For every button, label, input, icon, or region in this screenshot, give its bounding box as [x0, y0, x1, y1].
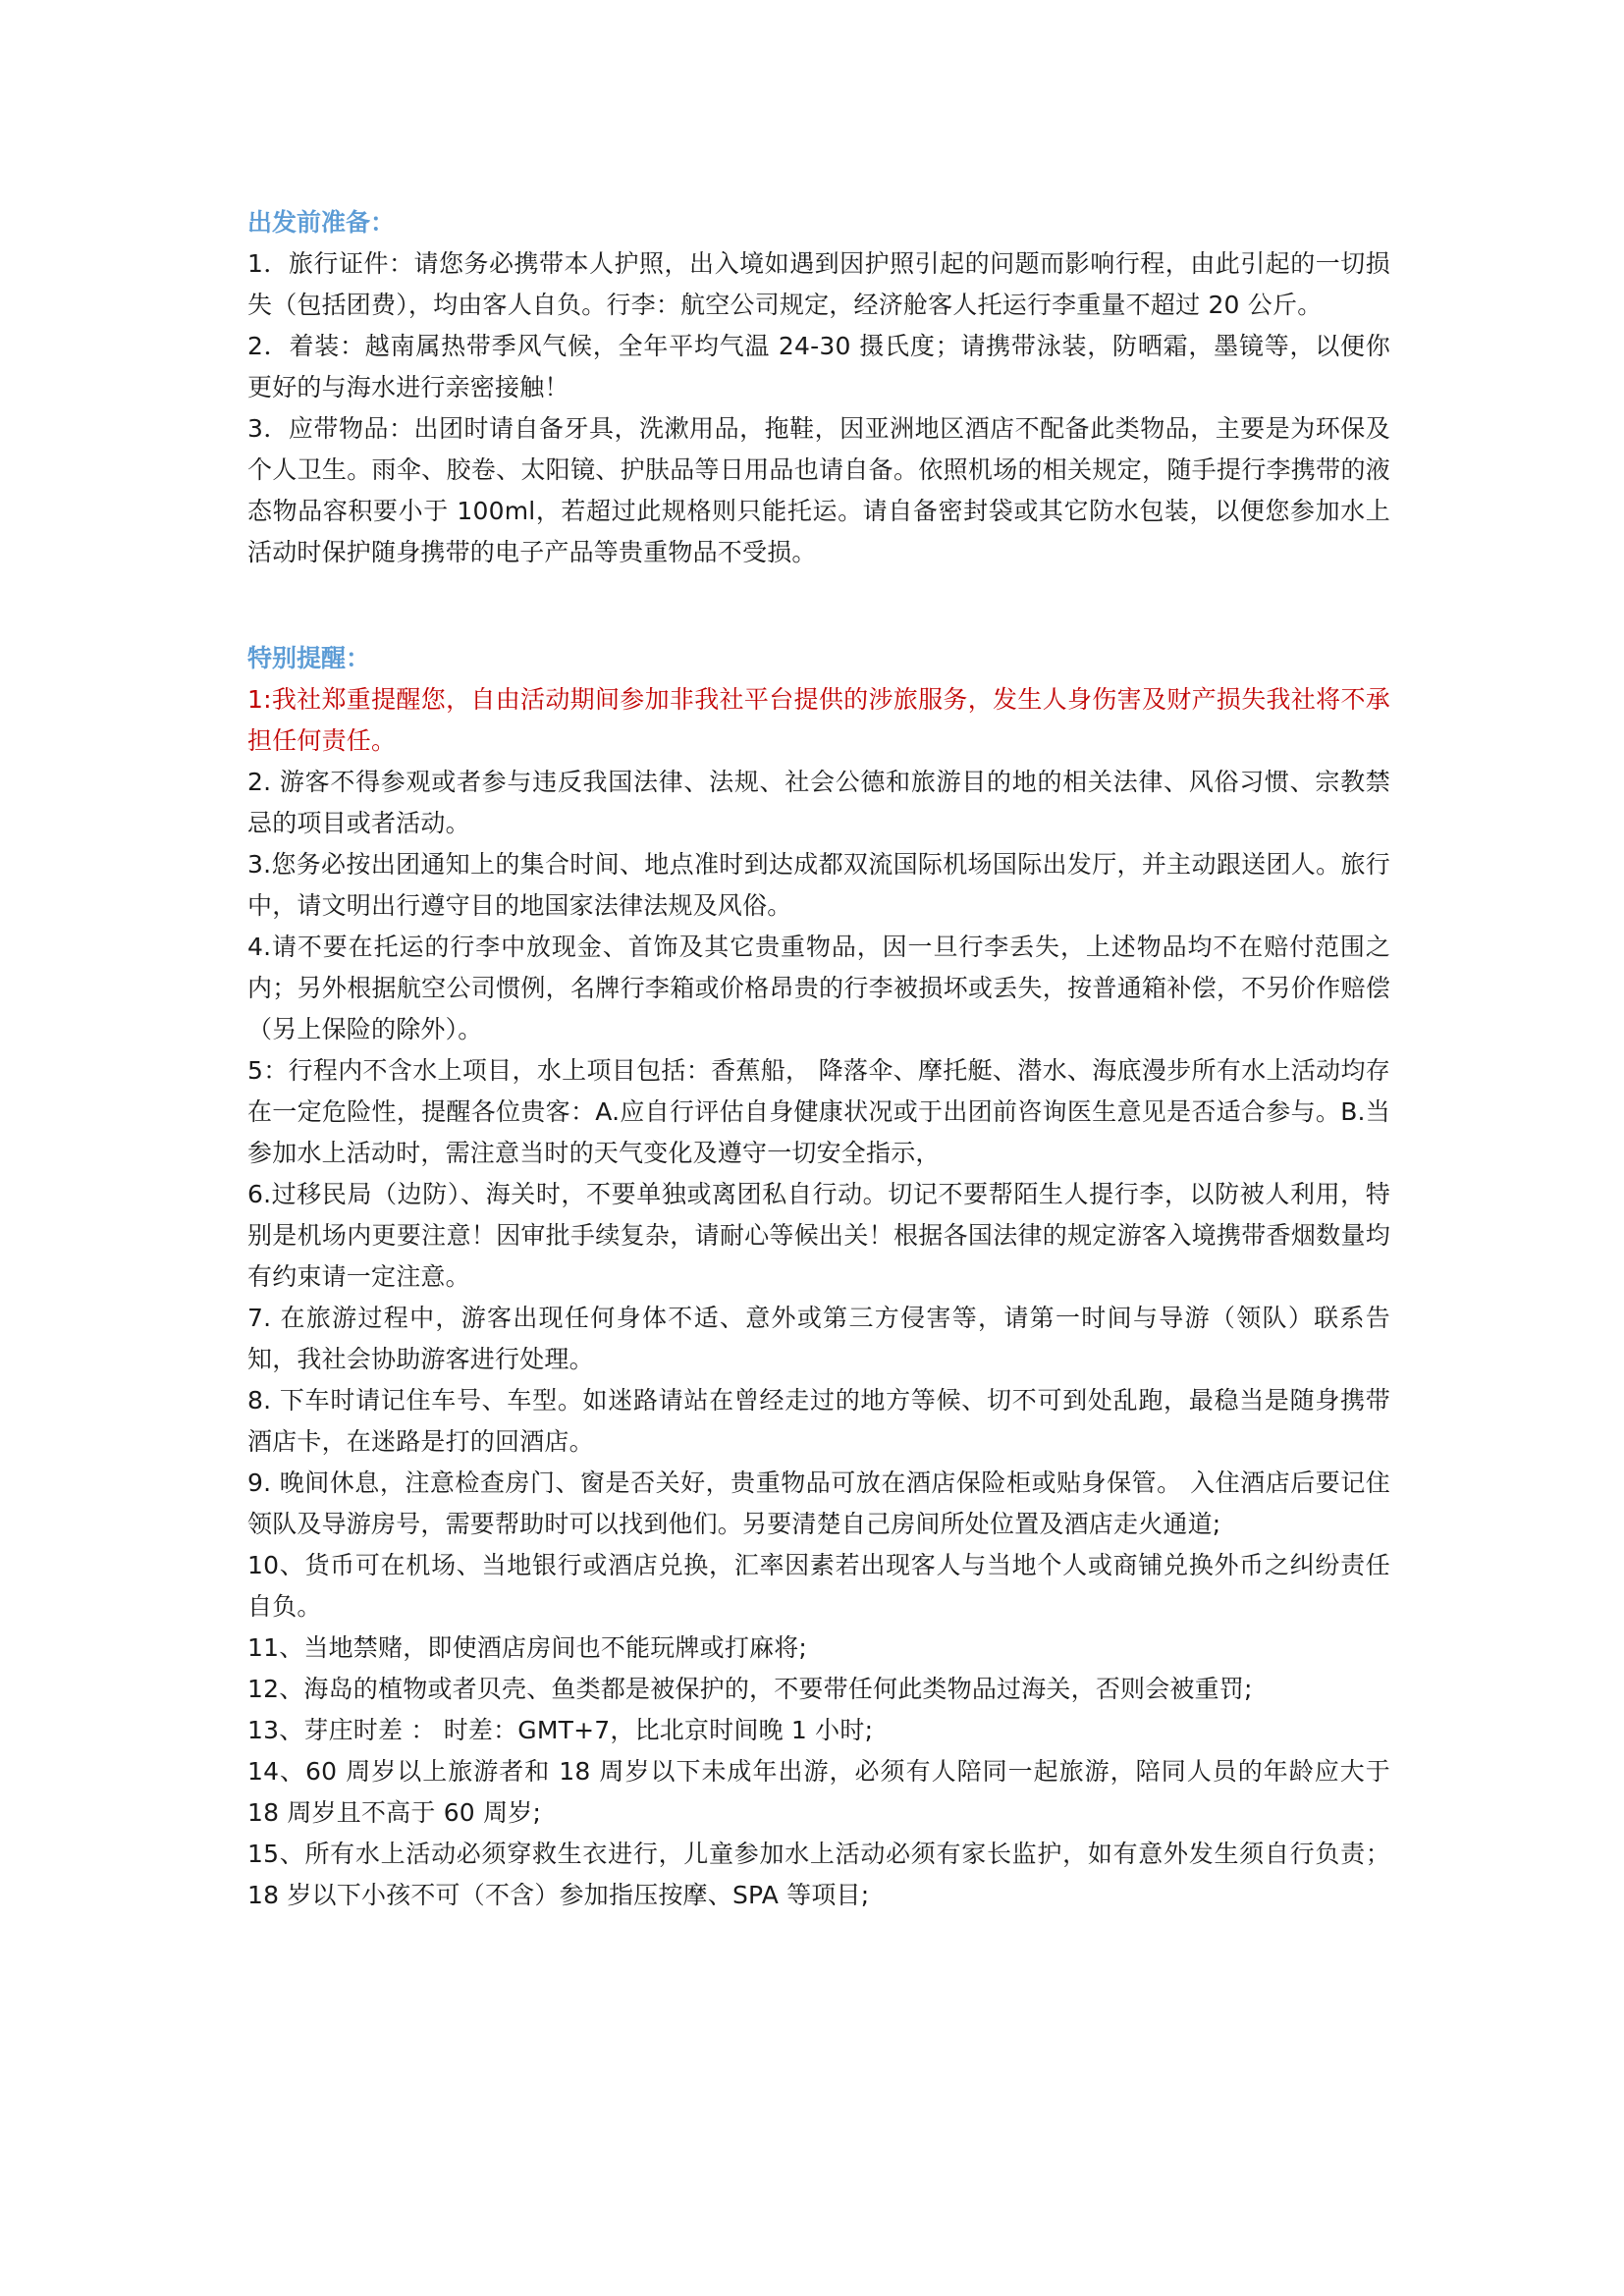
- reminder-item-5: 5：行程内不含水上项目，水上项目包括：香蕉船， 降落伞、摩托艇、潜水、海底漫步所有水上活动均存在一定危险性，提醒各位贵客：A.应自行评估自身健康状况或于出团前咨询医生意见是否适合参与。B.当参加水上活动时，需注意当时的天气变化及遵守一切安全指示，: [247, 1056, 1390, 1167]
- reminder-item-15: 15、所有水上活动必须穿救生衣进行，儿童参加水上活动必须有家长监护，如有意外发生须自行负责；18 岁以下小孩不可（不含）参加指压按摩、SPA 等项目;: [247, 1840, 1390, 1909]
- prep-item-2: 2．着装：越南属热带季风气候，全年平均气温 24-30 摄氏度；请携带泳装，防晒霜，墨镜等，以便你更好的与海水进行亲密接触！: [247, 332, 1390, 401]
- reminder-item-7: 7. 在旅游过程中，游客出现任何身体不适、意外或第三方侵害等，请第一时间与导游（领队）联系告知，我社会协助游客进行处理。: [247, 1304, 1390, 1373]
- reminder-item-3: 3.您务必按出团通知上的集合时间、地点准时到达成都双流国际机场国际出发厅，并主动跟送团人。旅行中，请文明出行遵守目的地国家法律法规及风俗。: [247, 850, 1390, 920]
- reminder-item-2: 2. 游客不得参观或者参与违反我国法律、法规、社会公德和旅游目的地的相关法律、风俗习惯、宗教禁忌的项目或者活动。: [247, 768, 1390, 837]
- reminder-item-10: 10、货币可在机场、当地银行或酒店兑换，汇率因素若出现客人与当地个人或商铺兑换外币之纠纷责任自负。: [247, 1551, 1390, 1621]
- reminder-item-9: 9. 晚间休息，注意检查房门、窗是否关好，贵重物品可放在酒店保险柜或贴身保管。 入住酒店后要记住领队及导游房号，需要帮助时可以找到他们。另要清楚自己房间所处位置及酒店走火通道;: [247, 1468, 1390, 1538]
- reminder-item-14: 14、60 周岁以上旅游者和 18 周岁以下未成年出游，必须有人陪同一起旅游，陪同人员的年龄应大于 18 周岁且不高于 60 周岁;: [247, 1757, 1390, 1827]
- document-page: [247, 202, 1390, 1916]
- reminder-item-6: 6.过移民局（边防）、海关时，不要单独或离团私自行动。切记不要帮陌生人提行李，以防被人利用，特别是机场内更要注意！因审批手续复杂，请耐心等候出关！根据各国法律的规定游客入境携带香烟数量均有约束请一定注意。: [247, 1180, 1390, 1291]
- reminder-item-13: 13、芽庄时差 ： 时差：GMT+7，比北京时间晚 1 小时;: [247, 1716, 874, 1744]
- reminder-item-12: 12、海岛的植物或者贝壳、鱼类都是被保护的，不要带任何此类物品过海关，否则会被重罚;: [247, 1675, 1253, 1703]
- section-spacer: [247, 573, 1390, 638]
- prep-item-3: 3．应带物品：出团时请自备牙具，洗漱用品，拖鞋，因亚洲地区酒店不配备此类物品，主要是为环保及个人卫生。雨伞、胶卷、太阳镜、护肤品等日用品也请自备。依照机场的相关规定，随手提行李携带的液态物品容积要小于 100ml，若超过此规格则只能托运。请自备密封袋或其它防水包装，以便您参加水上活动时保护随身携带的电子产品等贵重物品不受损。: [247, 414, 1390, 566]
- prep-item-1: 1．旅行证件：请您务必携带本人护照，出入境如遇到因护照引起的问题而影响行程，由此引起的一切损失（包括团费），均由客人自负。行李：航空公司规定，经济舱客人托运行李重量不超过 20 公斤。: [247, 249, 1390, 319]
- reminder-highlight: 1:我社郑重提醒您，自由活动期间参加非我社平台提供的涉旅服务，发生人身伤害及财产损失我社将不承担任何责任。: [247, 685, 1390, 755]
- reminder-item-4: 4.请不要在托运的行李中放现金、首饰及其它贵重物品，因一旦行李丢失，上述物品均不在赔付范围之内；另外根据航空公司惯例，名牌行李箱或价格昂贵的行李被损坏或丢失，按普通箱补偿，不另价作赔偿（另上保险的除外）。: [247, 933, 1390, 1043]
- reminder-item-11: 11、当地禁赌，即使酒店房间也不能玩牌或打麻将;: [247, 1633, 808, 1662]
- section-heading-preparation: 出发前准备：: [247, 208, 396, 237]
- reminder-item-8: 8. 下车时请记住车号、车型。如迷路请站在曾经走过的地方等候、切不可到处乱跑，最稳当是随身携带酒店卡，在迷路是打的回酒店。: [247, 1386, 1390, 1456]
- section-heading-reminders: 特别提醒：: [247, 644, 371, 672]
